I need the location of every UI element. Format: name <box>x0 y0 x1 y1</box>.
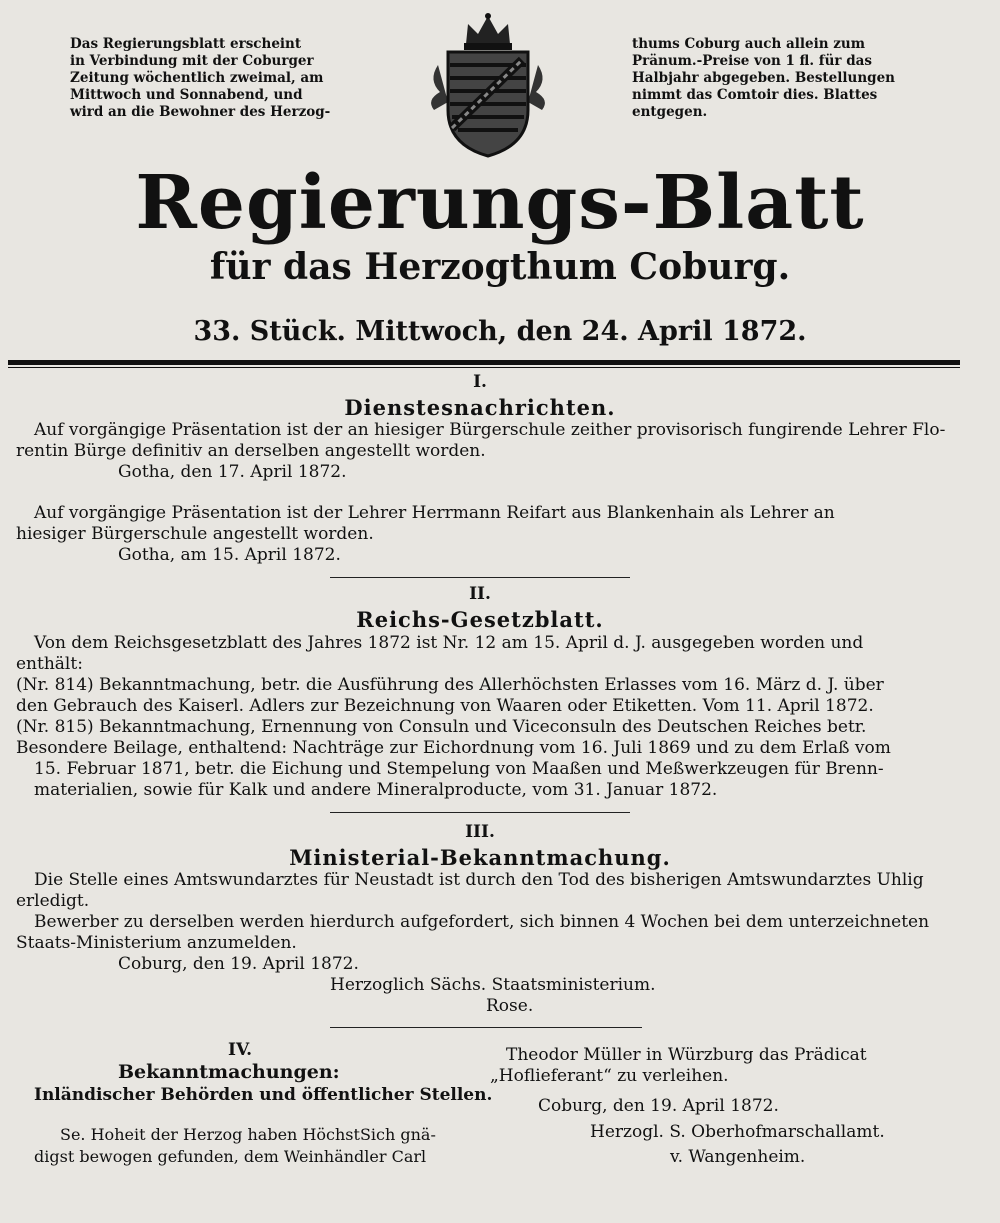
section-separator <box>330 577 630 578</box>
signature-authority: Herzogl. S. Oberhofmarschallamt. <box>590 1122 885 1142</box>
masthead-right-line: thums Coburg auch allein zum <box>632 36 866 52</box>
body-line: hiesiger Bürgerschule angestellt worden. <box>16 524 374 544</box>
body-line: materialien, sowie für Kalk und andere Mineralproducte, vom 31. Januar 1872. <box>34 780 718 800</box>
body-line: Die Stelle eines Amtswundarztes für Neustadt ist durch den Tod des bisherigen Amtswundarztes Uhlig <box>34 870 924 890</box>
section-4-heading: Bekanntmachungen: <box>118 1061 340 1083</box>
body-line: den Gebrauch des Kaiserl. Adlers zur Bezeichnung von Waaren oder Etiketten. Vom 11. April 1872. <box>16 696 874 716</box>
body-line: Se. Hoheit der Herzog haben HöchstSich gnä- <box>60 1125 436 1144</box>
body-line: „Hoflieferant“ zu verleihen. <box>490 1066 729 1086</box>
body-line: digst bewogen gefunden, dem Weinhändler Carl <box>34 1147 427 1166</box>
body-line: Von dem Reichsgesetzblatt des Jahres 1872 ist Nr. 12 am 15. April d. J. ausgegeben worden und <box>34 633 864 653</box>
body-line: Auf vorgängige Präsentation ist der Lehrer Herrmann Reifart aus Blankenhain als Lehrer an <box>34 503 835 523</box>
section-4-subheading: Inländischer Behörden und öffentlicher Stellen. <box>34 1085 493 1105</box>
body-line: Staats-Ministerium anzumelden. <box>16 933 297 953</box>
masthead-left-line: wird an die Bewohner des Herzog- <box>70 104 331 120</box>
masthead-right-line: Pränum.-Preise von 1 fl. für das <box>632 53 872 69</box>
body-line: Theodor Müller in Würzburg das Prädicat <box>506 1045 867 1065</box>
body-line: Auf vorgängige Präsentation ist der an hiesiger Bürgerschule zeither provisorisch fungirende Lehrer Flo- <box>34 420 946 440</box>
section-2-number: II. <box>469 584 491 604</box>
masthead-right-line: nimmt das Comtoir dies. Blattes <box>632 87 878 103</box>
masthead-left-line: in Verbindung mit der Coburger <box>70 53 314 69</box>
masthead-right-line: Halbjahr abgegeben. Bestellungen <box>632 70 895 86</box>
header-rule-thick <box>8 360 960 365</box>
section-3-heading: Ministerial-Bekanntmachung. <box>289 845 671 870</box>
body-line: rentin Bürge definitiv an derselben angestellt worden. <box>16 441 486 461</box>
masthead-right-notice <box>632 36 895 121</box>
dateline-place: Coburg, den 19. April 1872. <box>538 1096 779 1116</box>
section-1-number: I. <box>473 372 487 392</box>
newspaper-title: Regierungs-Blatt <box>135 160 865 246</box>
issue-dateline: 33. Stück. Mittwoch, den 24. April 1872. <box>193 316 807 347</box>
masthead-left-line: Zeitung wöchentlich zweimal, am <box>70 70 324 86</box>
dateline-place: Gotha, am 15. April 1872. <box>118 545 341 565</box>
section-4-number: IV. <box>228 1040 253 1060</box>
masthead-left-notice <box>70 36 330 121</box>
masthead-right-line: entgegen. <box>632 104 708 120</box>
signature-name: v. Wangenheim. <box>670 1147 806 1167</box>
body-line: Besondere Beilage, enthaltend: Nachträge zur Eichordnung vom 16. Juli 1869 und zu dem Erlaß vom <box>16 738 891 758</box>
section-separator <box>330 1027 642 1028</box>
masthead-left-line: Das Regierungsblatt erscheint <box>70 36 302 52</box>
body-line: (Nr. 815) Bekanntmachung, Ernennung von Consuln und Viceconsuln des Deutschen Reiches betr. <box>16 717 867 737</box>
header-rule-thin <box>8 367 960 368</box>
body-line: enthält: <box>16 654 83 674</box>
dateline-place: Coburg, den 19. April 1872. <box>118 954 359 974</box>
body-line: Bewerber zu derselben werden hierdurch aufgefordert, sich binnen 4 Wochen bei dem unterzeichneten <box>34 912 930 932</box>
body-line: 15. Februar 1871, betr. die Eichung und Stempelung von Maaßen und Meßwerkzeugen für Brenn- <box>34 759 884 779</box>
dateline-place: Gotha, den 17. April 1872. <box>118 462 347 482</box>
body-line: erledigt. <box>16 891 90 911</box>
section-2-heading: Reichs-Gesetzblatt. <box>356 607 604 632</box>
section-separator <box>330 812 630 813</box>
masthead-left-line: Mittwoch und Sonnabend, und <box>70 87 303 103</box>
body-line: (Nr. 814) Bekanntmachung, betr. die Ausführung des Allerhöchsten Erlasses vom 16. März d. J. über <box>16 675 884 695</box>
newspaper-subtitle: für das Herzogthum Coburg. <box>209 246 791 288</box>
signature-authority: Herzoglich Sächs. Staatsministerium. <box>330 975 656 995</box>
signature-name: Rose. <box>486 996 534 1016</box>
section-3-number: III. <box>465 822 495 842</box>
section-1-heading: Dienstesnachrichten. <box>344 395 616 420</box>
coat-of-arms-icon <box>418 10 558 160</box>
